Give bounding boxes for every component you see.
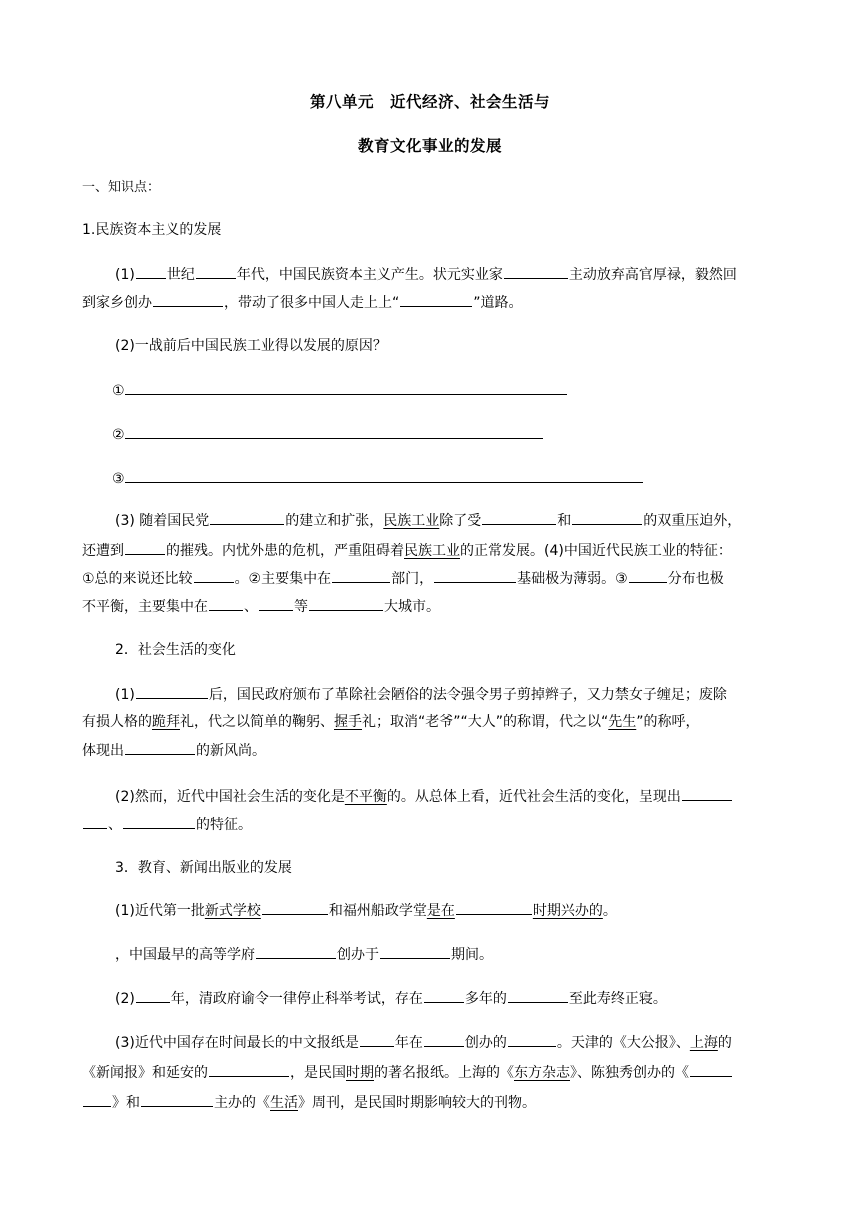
fill-blank[interactable] xyxy=(504,264,568,279)
text: (2) xyxy=(115,991,135,1007)
underlined-term: 时期 xyxy=(346,1065,374,1081)
fill-blank[interactable] xyxy=(125,540,165,555)
circled-number: ③ xyxy=(112,471,125,487)
text: 。天津的《大公报》、 xyxy=(556,1035,690,1051)
text: 世纪 xyxy=(166,267,195,283)
text: 、 xyxy=(108,817,122,833)
text: 和福州船政学堂 xyxy=(328,903,427,919)
unit-title-line-2: 教育文化事业的发展 xyxy=(357,137,502,155)
s2-heading: 2．社会生活的变化 xyxy=(115,642,236,658)
s1-answer-1 xyxy=(112,380,812,401)
underlined-term: 时期兴办的 xyxy=(532,903,603,919)
fill-blank[interactable] xyxy=(572,510,642,525)
fill-blank[interactable] xyxy=(125,740,195,755)
s1-p3-line4 xyxy=(82,596,782,617)
unit-title-line-1: 第八单元 近代经济、社会生活与 xyxy=(309,93,550,111)
text: 。 xyxy=(602,903,617,919)
text: 创办于 xyxy=(337,947,379,963)
underlined-term: 先生 xyxy=(608,714,637,730)
fill-blank[interactable] xyxy=(400,292,472,307)
fill-blank[interactable] xyxy=(332,568,390,583)
text: 》周刊，是民国时期影响较大的刊物。 xyxy=(298,1095,536,1111)
fill-blank[interactable] xyxy=(508,1032,556,1047)
text: 的。从总体上看，近代社会生活的变化，呈现出 xyxy=(386,789,681,805)
underlined-term: 民族工业 xyxy=(383,513,440,529)
fill-blank[interactable] xyxy=(209,596,243,611)
s1-answer-2 xyxy=(112,424,812,445)
text: 的摧残。内忧外患的危机，严重阻碍着 xyxy=(166,543,404,559)
fill-blank[interactable] xyxy=(141,1092,213,1107)
text: (1)近代第一批 xyxy=(115,903,205,919)
fill-blank[interactable] xyxy=(153,292,223,307)
fill-blank[interactable] xyxy=(482,510,556,525)
text: 年在 xyxy=(394,1035,423,1051)
fill-blank[interactable] xyxy=(682,786,732,801)
fill-blank[interactable] xyxy=(136,684,208,699)
text: 礼；取消“老爷”“大人”的称谓，代之以“ xyxy=(362,714,609,730)
text: ”的称呼， xyxy=(636,714,700,730)
s1-p1-line2 xyxy=(82,292,782,313)
text: 体现出 xyxy=(82,743,124,759)
text: (1) xyxy=(115,687,135,703)
fill-blank[interactable] xyxy=(83,1092,111,1107)
text: 、 xyxy=(244,599,258,615)
s2-p2-line1 xyxy=(115,786,782,807)
fill-blank[interactable] xyxy=(456,900,532,915)
text: (2)然而，近代中国社会生活的变化是 xyxy=(115,789,345,805)
underlined-term: 东方杂志 xyxy=(514,1065,570,1081)
underlined-term: 民族工业 xyxy=(404,543,460,559)
underlined-term: 不平衡 xyxy=(344,789,387,805)
text: (3)近代中国存在时间最长的中文报纸是 xyxy=(115,1035,359,1051)
text: (1) xyxy=(115,267,135,283)
underlined-term: 新式学校 xyxy=(204,903,261,919)
fill-blank[interactable] xyxy=(424,1032,464,1047)
s1-p3-line3 xyxy=(82,568,782,589)
fill-blank[interactable] xyxy=(262,900,328,915)
s2-p2-line2 xyxy=(82,814,782,835)
text: 的双重压迫外， xyxy=(643,513,742,529)
text: 后，国民政府颁布了革除社会陋俗的法令强令男子剪掉辫子，又力禁女子缠足；废除 xyxy=(208,687,727,703)
answer-line[interactable] xyxy=(125,424,543,439)
text: 》、陈独秀创办的《 xyxy=(570,1065,689,1081)
underlined-term: 跪拜 xyxy=(152,714,180,730)
text: 至此寿终正寝。 xyxy=(568,991,667,1007)
fill-blank[interactable] xyxy=(259,596,293,611)
text: 不平衡，主要集中在 xyxy=(82,599,208,615)
text: 期间。 xyxy=(451,947,493,963)
text: 》和 xyxy=(112,1095,140,1111)
text: ”道路。 xyxy=(473,295,523,311)
s3-p1b xyxy=(115,944,782,965)
text: 《新闻报》和延安的 xyxy=(82,1065,208,1081)
fill-blank[interactable] xyxy=(690,1062,732,1077)
text: 。②主要集中在 xyxy=(234,571,332,587)
s2-p1-line3 xyxy=(82,740,782,761)
underlined-term: 握手 xyxy=(334,714,362,730)
fill-blank[interactable] xyxy=(256,944,336,959)
fill-blank[interactable] xyxy=(136,264,166,279)
text: 主动放弃高官厚禄，毅然回 xyxy=(568,267,737,283)
s1-p3-line1 xyxy=(115,510,782,531)
fill-blank[interactable] xyxy=(360,1032,394,1047)
underlined-term: 生活 xyxy=(270,1095,298,1111)
s3-p3-line1 xyxy=(115,1032,782,1053)
fill-blank[interactable] xyxy=(209,1062,289,1077)
fill-blank[interactable] xyxy=(309,596,383,611)
fill-blank[interactable] xyxy=(380,944,450,959)
text: 基础极为薄弱。③ xyxy=(517,571,628,587)
text: 年代，中国民族资本主义产生。状元实业家 xyxy=(236,267,503,283)
circled-number: ② xyxy=(112,427,125,443)
s1-q2: (2)一战前后中国民族工业得以发展的原因？ xyxy=(115,338,387,354)
section-header: 一、知识点： xyxy=(82,180,161,195)
fill-blank[interactable] xyxy=(196,264,236,279)
fill-blank[interactable] xyxy=(629,568,667,583)
text: 的新风尚。 xyxy=(196,743,266,759)
text: 除了受 xyxy=(439,513,482,529)
text: 部门， xyxy=(391,571,434,587)
text: 等 xyxy=(294,599,308,615)
fill-blank[interactable] xyxy=(424,988,464,1003)
fill-blank[interactable] xyxy=(210,510,284,525)
text: ，中国最早的高等学府 xyxy=(115,947,255,963)
text: 分布也极 xyxy=(667,571,724,587)
circled-number: ① xyxy=(112,383,125,399)
s1-p3-line2 xyxy=(82,540,782,561)
s1-answer-3 xyxy=(112,468,812,489)
text: 的特征。 xyxy=(196,817,252,833)
text: 的著名报纸。上海的《 xyxy=(374,1065,514,1081)
fill-blank[interactable] xyxy=(194,568,234,583)
text: 年，清政府谕令一律停止科举考试，存在 xyxy=(170,991,423,1007)
fill-blank[interactable] xyxy=(434,568,516,583)
answer-line[interactable] xyxy=(125,468,643,483)
text: 的建立和扩张， xyxy=(285,513,384,529)
text: 礼，代之以简单的鞠躬、 xyxy=(180,714,334,730)
underlined-term: 上海 xyxy=(689,1035,718,1051)
s2-p1-line1 xyxy=(115,684,782,705)
s2-p1-line2 xyxy=(82,712,782,732)
text: 和 xyxy=(557,513,572,529)
text: ①总的来说还比较 xyxy=(82,571,193,587)
text: 有损人格的 xyxy=(82,714,152,730)
answer-line[interactable] xyxy=(125,380,567,395)
text: 主办的《 xyxy=(214,1095,270,1111)
text: ，带动了很多中国人走上上“ xyxy=(224,295,400,311)
text: 创办的 xyxy=(464,1035,507,1051)
text: (3) 随着国民党 xyxy=(115,513,210,529)
text: 到家乡创办 xyxy=(82,295,152,311)
s3-p1 xyxy=(115,900,782,921)
text: 的 xyxy=(717,1035,732,1051)
text: 大城市。 xyxy=(384,599,440,615)
fill-blank[interactable] xyxy=(123,814,195,829)
fill-blank[interactable] xyxy=(508,988,568,1003)
text: 还遭到 xyxy=(82,543,124,559)
fill-blank[interactable] xyxy=(83,814,107,829)
text: ，是民国 xyxy=(290,1065,346,1081)
s1-p1-line1 xyxy=(115,264,782,285)
text: 的正常发展。(4)中国近代民族工业的特征： xyxy=(460,543,732,559)
s3-heading: 3．教育、新闻出版业的发展 xyxy=(115,860,292,876)
s1-heading: 1.民族资本主义的发展 xyxy=(82,222,222,238)
s3-p3-line2 xyxy=(82,1062,782,1083)
text: 多年的 xyxy=(464,991,507,1007)
s3-p2 xyxy=(115,988,782,1009)
s3-p3-line3 xyxy=(82,1092,782,1113)
fill-blank[interactable] xyxy=(136,988,170,1003)
underlined-term: 是在 xyxy=(426,903,455,919)
